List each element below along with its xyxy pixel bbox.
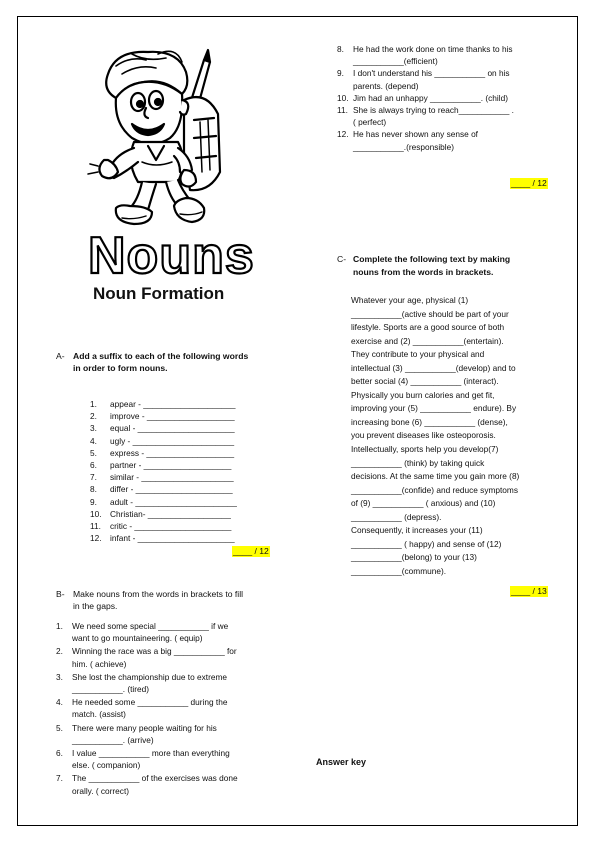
- list-item: 1. We need some special ___________ if we want to go mountaineering. ( equip): [56, 621, 229, 644]
- passage-line: ___________ (depress).: [351, 511, 442, 522]
- list-item: 7. The ___________ of the exercises was done orally. ( correct): [56, 773, 238, 796]
- section-b-list-right: [337, 43, 562, 153]
- list-item: 1. appear - ____________________: [90, 399, 236, 409]
- list-item: 8. He had the work done on time thanks to his ___________(efficient): [337, 44, 513, 67]
- list-item: 12. infant - _____________________: [90, 533, 235, 544]
- passage-line: of (9) ___________ ( anxious) and (10): [351, 498, 496, 509]
- page-subtitle: Noun Formation: [93, 284, 225, 303]
- list-item: 6. I value ___________ more than everything else. ( companion): [56, 748, 230, 771]
- section-c-instruction-line1: Complete the following text by making: [353, 254, 511, 264]
- list-item: 7. similar - ____________________: [90, 472, 234, 483]
- section-b-score-box[interactable]: ____ / 12: [511, 178, 547, 188]
- list-item: 10. Christian- __________________: [90, 508, 231, 519]
- passage-line: Consequently, it increases your (11): [351, 525, 483, 536]
- passage-line: They contribute to your physical and: [351, 349, 485, 360]
- section-b-instruction-line1: Make nouns from the words in brackets to fill: [73, 589, 244, 599]
- section-a-score-box[interactable]: ____ / 12: [233, 546, 269, 556]
- page-title: Nouns: [88, 227, 255, 285]
- section-b-instruction-line2: in the gaps.: [73, 601, 118, 611]
- list-item: 3. She lost the championship due to extreme ___________. (tired): [56, 671, 227, 695]
- answer-key-label: Answer key: [316, 757, 367, 767]
- section-a-instruction-line1: Add a suffix to each of the following words: [73, 351, 249, 361]
- passage-line: Whatever your age, physical (1): [351, 295, 469, 305]
- list-item: 10. Jim had an unhappy ___________. (child): [337, 92, 508, 103]
- list-item: 11. critic - _____________________: [90, 521, 232, 532]
- list-item: 3. equal - _____________________: [90, 423, 235, 434]
- section-c-letter: C-: [337, 254, 347, 264]
- section-c-score-box[interactable]: ____ / 13: [511, 586, 547, 596]
- passage-line: exercise and (2) ___________(entertain).: [351, 335, 504, 346]
- list-item: 9. I don't understand his ___________ on his parents. (depend): [337, 68, 510, 91]
- list-item: 4. ugly - ______________________: [90, 435, 235, 446]
- passage-line: increasing bone (6) ___________ (dense),: [351, 416, 508, 427]
- section-c-instruction-line2: nouns from the words in brackets.: [353, 267, 494, 277]
- passage-line: decisions. At the same time you gain more (8): [351, 471, 520, 482]
- section-c-passage: [351, 294, 566, 578]
- list-item: 6. partner - ___________________: [90, 460, 232, 471]
- passage-line: lifestyle. Sports are a good source of both: [351, 322, 505, 333]
- list-item: 2. improve - ___________________: [90, 411, 235, 422]
- list-item: 4. He needed some ___________ during the match. (assist): [56, 697, 228, 720]
- section-b-list-left: [56, 620, 281, 797]
- passage-line: ___________(belong) to your (13): [351, 552, 477, 563]
- passage-line: intellectual (3) ___________(develop) and to: [351, 362, 516, 373]
- list-item: 5. express - ___________________: [90, 447, 235, 458]
- list-item: 11. She is always trying to reach___________ . ( perfect): [337, 105, 514, 128]
- passage-line: better social (4) ___________ (interact).: [351, 376, 499, 387]
- passage-line: Physically you burn calories and get fit,: [351, 389, 495, 400]
- schoolboy-illustration: [86, 42, 236, 232]
- list-item: 2. Winning the race was a big ___________ for him. ( achieve): [56, 646, 237, 669]
- list-item: 12. He has never shown any sense of ___________.(responsible): [337, 129, 478, 152]
- section-a-list: [90, 398, 290, 544]
- section-a-letter: A-: [56, 351, 65, 361]
- passage-line: ___________(active should be part of your: [351, 308, 509, 319]
- passage-line: ___________(commune).: [351, 565, 447, 576]
- section-a-instruction-line2: in order to form nouns.: [73, 363, 168, 373]
- list-item: 5. There were many people waiting for his ___________. (arrive): [56, 722, 217, 745]
- passage-line: ___________ ( happy) and sense of (12): [351, 538, 502, 549]
- list-item: 8. differ - _____________________: [90, 484, 233, 495]
- passage-line: improving your (5) ___________ endure). By: [351, 403, 517, 414]
- passage-line: Intellectually, sports help you develop(7): [351, 444, 499, 455]
- passage-line: ___________(confide) and reduce symptoms: [351, 484, 518, 495]
- list-item: 9. adult - ______________________: [90, 496, 237, 507]
- passage-line: you prevent diseases like osteoporosis.: [351, 430, 496, 441]
- section-b-letter: B-: [56, 589, 65, 599]
- passage-line: ___________ (think) by taking quick: [351, 457, 485, 468]
